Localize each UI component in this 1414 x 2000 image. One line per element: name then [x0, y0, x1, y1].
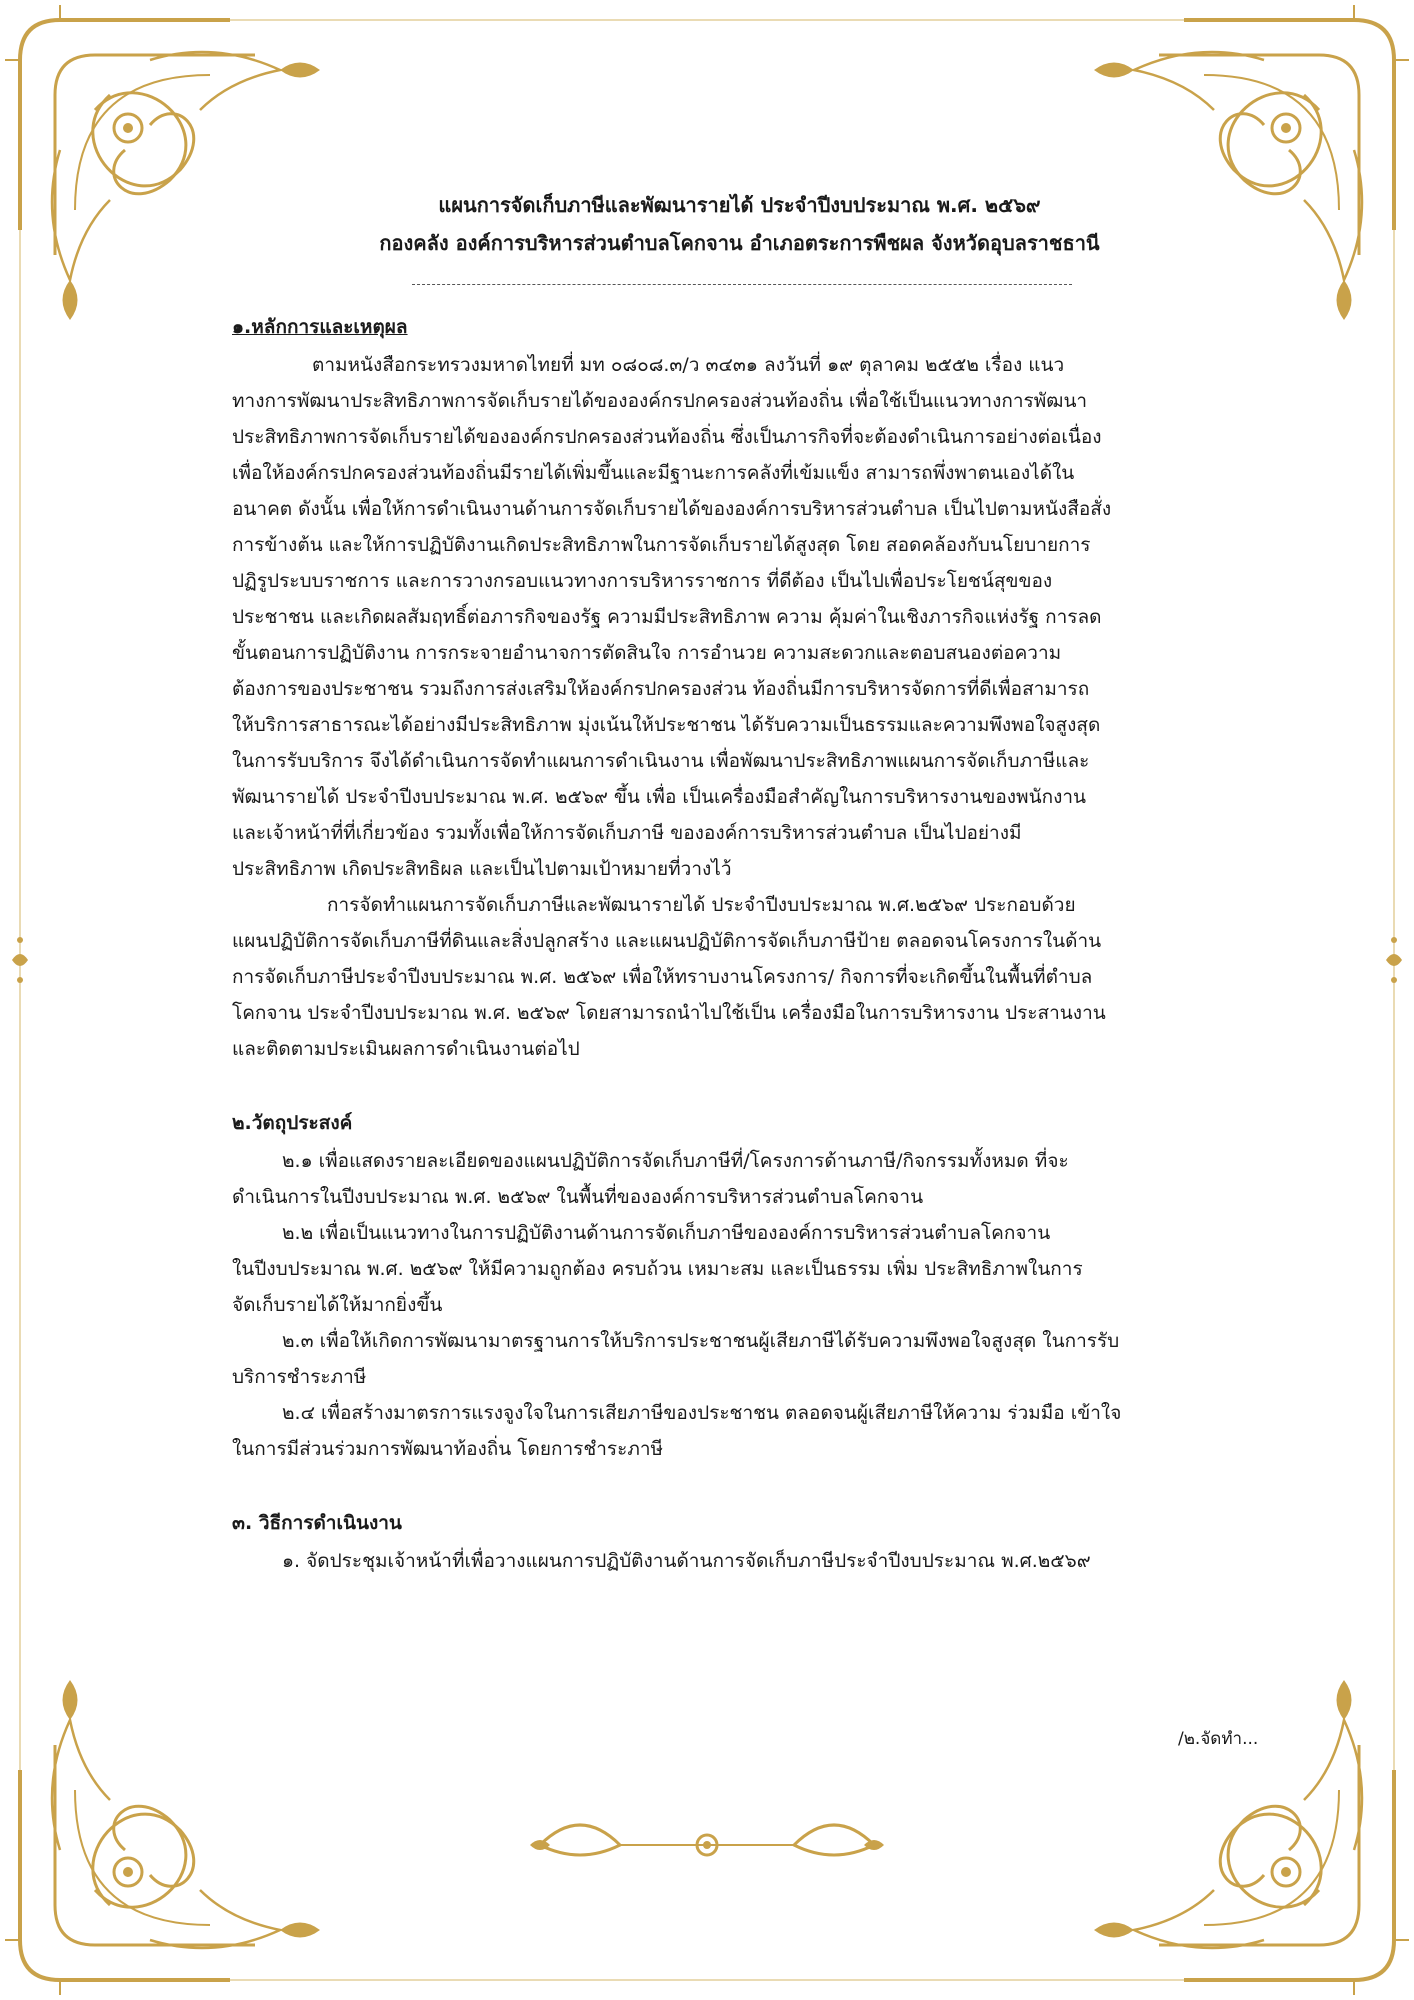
- objective-line: ดำเนินการในปีงบประมาณ พ.ศ. ๒๕๖๙ ในพื้นที่ขององค์การบริหารส่วนตำบลโคกจาน: [232, 1186, 924, 1208]
- objective-line: ๒.๒ เพื่อเป็นแนวทางในการปฏิบัติงานด้านการจัดเก็บภาษีขององค์การบริหารส่วนตำบลโคกจาน: [282, 1222, 1051, 1244]
- objective-line: ๒.๓ เพื่อให้เกิดการพัฒนามาตรฐานการให้บริการประชาชนผู้เสียภาษีได้รับความพึงพอใจสูงสุด ในการรับ: [282, 1330, 1120, 1352]
- document-title-line-1: แผนการจัดเก็บภาษีและพัฒนารายได้ ประจำปีงบประมาณ พ.ศ. ๒๕๖๙: [438, 193, 1041, 217]
- objective-line: ในการมีส่วนร่วมการพัฒนาท้องถิ่น โดยการชำระภาษี: [232, 1438, 664, 1460]
- para1-line: ให้บริการสาธารณะได้อย่างมีประสิทธิภาพ มุ่งเน้นให้ประชาชน ได้รับความเป็นธรรมและความพึงพอใจสูงสุด: [232, 714, 1101, 736]
- para1-line: อนาคต ดังนั้น เพื่อให้การดำเนินงานด้านการจัดเก็บรายได้ขององค์การบริหารส่วนตำบล เป็นไปตามหนังสือสั่ง: [232, 498, 1112, 520]
- method-line: ๑. จัดประชุมเจ้าหน้าที่เพื่อวางแผนการปฏิบัติงานด้านการจัดเก็บภาษีประจำปีงบประมาณ พ.ศ.๒๕๖๙: [282, 1550, 1091, 1572]
- para2-line: การจัดเก็บภาษีประจำปีงบประมาณ พ.ศ. ๒๕๖๙ เพื่อให้ทราบงานโครงการ/ กิจการที่จะเกิดขึ้นในพื้นที่ตำบล: [232, 966, 1093, 988]
- para1-line: การข้างต้น และให้การปฏิบัติงานเกิดประสิทธิภาพในการจัดเก็บรายได้สูงสุด โดย สอดคล้องกับนโยบายการ: [232, 534, 1091, 556]
- document-title-line-2: กองคลัง องค์การบริหารส่วนตำบลโคกจาน อำเภอตระการพืชผล จังหวัดอุบลราชธานี: [379, 231, 1100, 255]
- section-2-heading: ๒.วัตถุประสงค์: [232, 1112, 353, 1134]
- para2-line: แผนปฏิบัติการจัดเก็บภาษีที่ดินและสิ่งปลูกสร้าง และแผนปฏิบัติการจัดเก็บภาษีป้าย ตลอดจนโครงการในด้าน: [232, 930, 1102, 952]
- para1-line: และเจ้าหน้าที่ที่เกี่ยวข้อง รวมทั้งเพื่อให้การจัดเก็บภาษี ขององค์การบริหารส่วนตำบล เป็นไปอย่างมี: [232, 822, 1022, 844]
- objective-line: ในปีงบประมาณ พ.ศ. ๒๕๖๙ ให้มีความถูกต้อง ครบถ้วน เหมาะสม และเป็นธรรม เพิ่ม ประสิทธิภาพในการ: [232, 1258, 1083, 1280]
- next-page-marker: /๒.จัดทำ...: [1178, 1729, 1259, 1749]
- para2-line: และติดตามประเมินผลการดำเนินงานต่อไป: [232, 1038, 580, 1060]
- para1-line: ประสิทธิภาพการจัดเก็บรายได้ขององค์กรปกครองส่วนท้องถิ่น ซึ่งเป็นภารกิจที่จะต้องดำเนินการอย่างต่อเนื่อง: [232, 426, 1102, 448]
- para2-line: การจัดทำแผนการจัดเก็บภาษีและพัฒนารายได้ ประจำปีงบประมาณ พ.ศ.๒๕๖๙ ประกอบด้วย: [327, 894, 1076, 916]
- para2-line: โคกจาน ประจำปีงบประมาณ พ.ศ. ๒๕๖๙ โดยสามารถนำไปใช้เป็น เครื่องมือในการบริหารงาน ประสานงาน: [232, 1002, 1106, 1024]
- para1-line: พัฒนารายได้ ประจำปีงบประมาณ พ.ศ. ๒๕๖๙ ขึ้น เพื่อ เป็นเครื่องมือสำคัญในการบริหารงานของพนักงาน: [232, 786, 1087, 808]
- para1-line: ปฏิรูประบบราชการ และการวางกรอบแนวทางการบริหารราชการ ที่ดีต้อง เป็นไปเพื่อประโยชน์สุขของ: [232, 570, 1053, 592]
- title-divider: [412, 284, 1072, 285]
- section-1-heading: ๑.หลักการและเหตุผล: [232, 316, 408, 338]
- objective-line: ๒.๑ เพื่อแสดงรายละเอียดของแผนปฏิบัติการจัดเก็บภาษีที่/โครงการด้านภาษี/กิจกรรมทั้งหมด ที่จะ: [282, 1150, 1069, 1172]
- objective-line: จัดเก็บรายได้ให้มากยิ่งขึ้น: [232, 1294, 443, 1316]
- objective-line: บริการชำระภาษี: [232, 1366, 367, 1388]
- para1-line: เพื่อให้องค์กรปกครองส่วนท้องถิ่นมีรายได้เพิ่มขึ้นและมีฐานะการคลังที่เข้มแข็ง สามารถพึ่งพาตนเองได้ใน: [232, 462, 1075, 484]
- para1-line: ในการรับบริการ จึงได้ดำเนินการจัดทำแผนการดำเนินงาน เพื่อพัฒนาประสิทธิภาพแผนการจัดเก็บภาษีและ: [232, 750, 1090, 772]
- para1-line: ตามหนังสือกระทรวงมหาดไทยที่ มท ๐๘๐๘.๓/ว ๓๔๓๑ ลงวันที่ ๑๙ ตุลาคม ๒๕๕๒ เรื่อง แนว: [312, 354, 1065, 376]
- objective-line: ๒.๔ เพื่อสร้างมาตรการแรงจูงใจในการเสียภาษีของประชาชน ตลอดจนผู้เสียภาษีให้ความ ร่วมมือ เข้าใจ: [282, 1402, 1122, 1424]
- para1-line: ประสิทธิภาพ เกิดประสิทธิผล และเป็นไปตามเป้าหมายที่วางไว้: [232, 858, 732, 880]
- section-3-heading: ๓. วิธีการดำเนินงาน: [232, 1512, 402, 1534]
- para1-line: ต้องการของประชาชน รวมถึงการส่งเสริมให้องค์กรปกครองส่วน ท้องถิ่นมีการบริหารจัดการที่ดีเพื่อสามารถ: [232, 678, 1090, 700]
- para1-line: ประชาชน และเกิดผลสัมฤทธิ์ต่อภารกิจของรัฐ ความมีประสิทธิภาพ ความ คุ้มค่าในเชิงภารกิจแห่งรัฐ การลด: [232, 606, 1102, 628]
- para1-line: ขั้นตอนการปฏิบัติงาน การกระจายอำนาจการตัดสินใจ การอำนวย ความสะดวกและตอบสนองต่อความ: [232, 642, 1062, 664]
- para1-line: ทางการพัฒนาประสิทธิภาพการจัดเก็บรายได้ขององค์กรปกครองส่วนท้องถิ่น เพื่อใช้เป็นแนวทางการพัฒนา: [232, 390, 1088, 412]
